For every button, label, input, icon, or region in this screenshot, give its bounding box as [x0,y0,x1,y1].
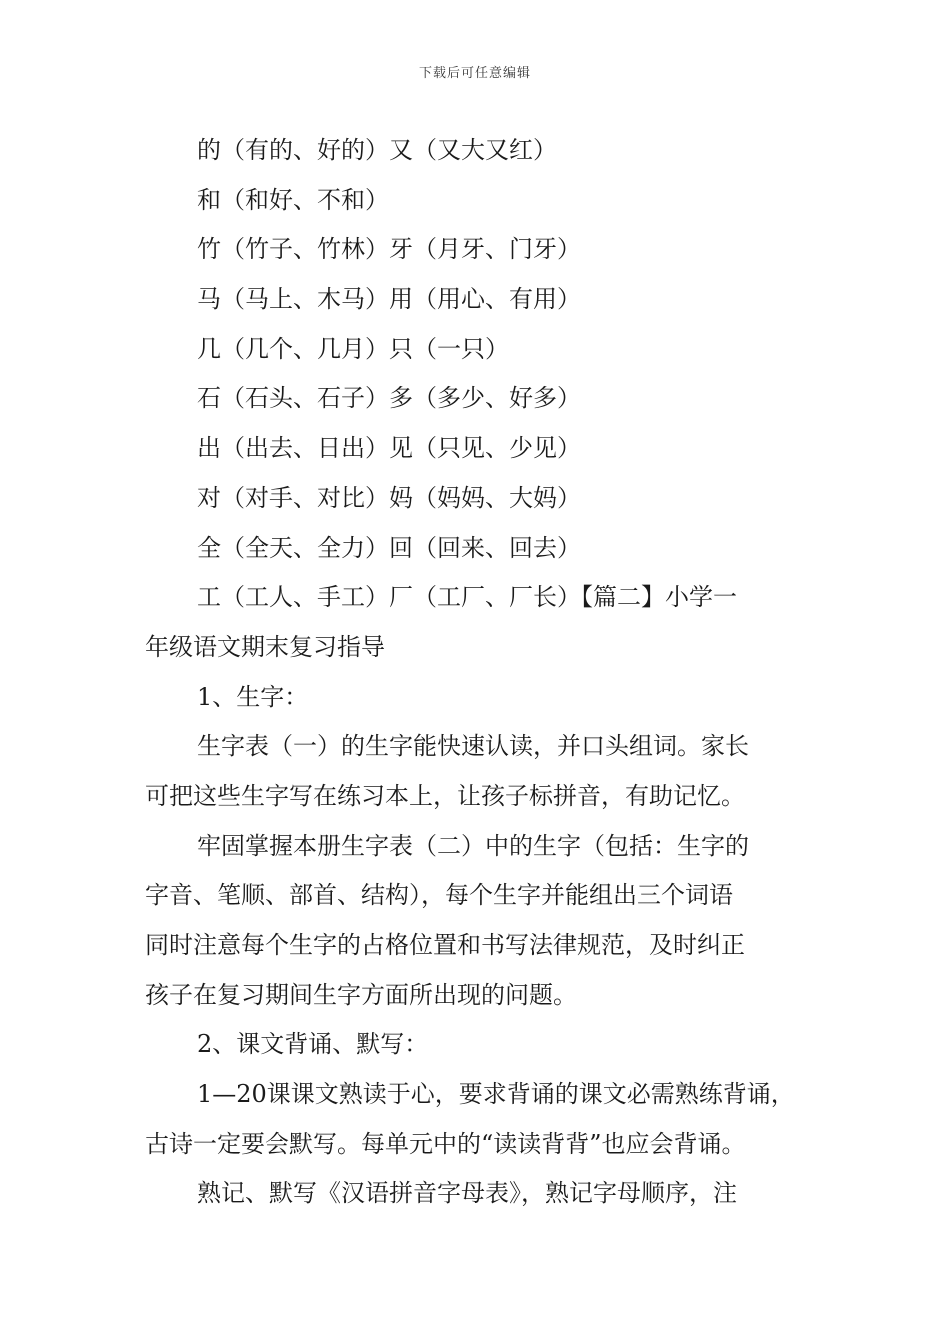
text-line: 2、课文背诵、默写： [197,1030,429,1059]
text-line: 的（有的、好的）又（又大又红） [197,136,557,164]
text-line: 同时注意每个生字的占格位置和书写法律规范，及时纠正 [145,931,745,959]
text-line: 1—20课课文熟读于心，要求背诵的课文必需熟练背诵， [197,1080,795,1109]
text-line: 年级语文期末复习指导 [145,632,385,661]
text-line: 出（出去、日出）见（只见、少见） [197,434,581,463]
text-line: 和（和好、不和） [197,185,389,214]
text-line: 古诗一定要会默写。每单元中的“读读背背”也应会背诵。 [145,1129,746,1158]
text-line: 字音、笔顺、部首、结构），每个生字并能组出三个词语 [145,881,733,910]
document-body [145,126,810,1219]
text-line: 可把这些生字写在练习本上，让孩子标拼音，有助记忆。 [145,781,745,810]
text-line: 生字表（一）的生字能快速认读，并口头组词。家长 [197,732,749,761]
text-line: 孩子在复习期间生字方面所出现的问题。 [145,980,577,1009]
text-line: 竹（竹子、竹林）牙（月牙、门牙） [197,235,581,264]
text-line: 几（几个、几月）只（一只） [197,334,509,363]
text-line: 对（对手、对比）妈（妈妈、大妈） [197,483,581,512]
text-line: 全（全天、全力）回（回来、回去） [197,533,581,562]
text-line: 马（马上、木马）用（用心、有用） [197,285,581,314]
text-line: 熟记、默写《汉语拼音字母表》，熟记字母顺序，注 [197,1179,737,1208]
page-header: 下载后可任意编辑 [418,66,531,81]
text-line: 1、生字： [197,682,309,711]
text-line: 牢固掌握本册生字表（二）中的生字（包括：生字的 [197,831,749,860]
text-line: 工（工人、手工）厂（工厂、厂长）【篇二】小学一 [197,583,737,612]
text-line: 石（石头、石子）多（多少、好多） [197,384,581,413]
